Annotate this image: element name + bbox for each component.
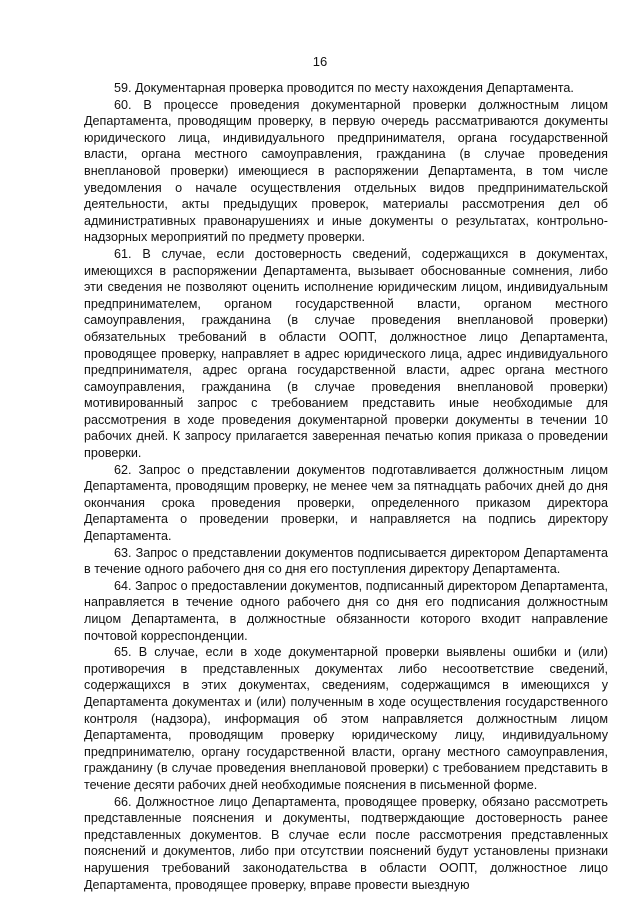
paragraph-65: 65. В случае, если в ходе документарной проверки выявлены ошибки и (или) противоречия в представленных документах либо несоответствие сведений, содержащихся в этих документах, сведениям, содержащимся в имеющихся у Департамента документах и (или) полученным в ходе осуществления государственного контроля (надзора), информация об этом направляется должностным лицом Департамента, проводящим проверку юридическому лицу, индивидуальному предпринимателю, органу государственной власти, органу местного самоуправления, гражданину (в случае проведения внеплановой проверки) с требованием представить в течение десяти рабочих дней необходимые пояснения в письменной форме. bbox=[84, 645, 608, 792]
page-number: 16 bbox=[312, 54, 328, 69]
paragraph-59: 59. Документарная проверка проводится по месту нахождения Департамента. bbox=[114, 81, 574, 95]
paragraph-62: 62. Запрос о представлении документов подготавливается должностным лицом Департамента, проводящим проверку, не менее чем за пятнадцать рабочих дней до дня окончания срока проведения проверки, определенного приказом директора Департамента о проведении проверки, и направляется на подпись директору Департамента. bbox=[84, 462, 608, 544]
paragraph-63: 63. Запрос о представлении документов подписывается директором Департамента в течение одного рабочего дня со дня его поступления директору Департамента. bbox=[84, 545, 608, 577]
paragraph-66: 66. Должностное лицо Департамента, проводящее проверку, обязано рассмотреть представленные пояснения и документы, подтверждающие достоверность ранее представленных документов. В случае если после рассмотрения представленных пояснений и документов, либо при отсутствии пояснений будут установлены признаки нарушения требований законодательства в области ООПТ, должностное лицо Департамента, проводящее проверку, вправе провести выездную bbox=[84, 794, 608, 892]
paragraph-64: 64. Запрос о предоставлении документов, подписанный директором Департамента, направляется в течение одного рабочего дня со дня его подписания должностным лицом Департамента, в должностные обязанности которого входит направление почтовой корреспонденции. bbox=[84, 578, 608, 643]
paragraph-61: 61. В случае, если достоверность сведений, содержащихся в документах, имеющихся в распоряжении Департамента, вызывает обоснованные сомнения, либо эти сведения не позволяют оценить исполнение юридическим лицом, индивидуальным предпринимателем, органом государственной власти, органом местного самоуправления, гражданина (в случае проведения внеплановой проверки) обязательных требований в области ООПТ, должностное лицо Департамента, проводящее проверку, направляет в адрес юридического лица, адрес индивидуального предпринимателя, адрес органа государственной власти, адрес органа местного самоуправления, гражданина (в случае проведения внеплановой проверки) мотивированный запрос с требованием представить иные необходимые для рассмотрения в ходе проведения документарной проверки документы в течении 10 рабочих дней. К запросу прилагается заверенная печатью копия приказа о проведении проверки. bbox=[84, 246, 608, 461]
paragraph-60: 60. В процессе проведения документарной проверки должностным лицом Департамента, проводящим проверку, в первую очередь рассматриваются документы юридического лица, индивидуального предпринимателя, органа государственной власти, органа местного самоуправления, гражданина (в случае проведения внеплановой проверки) имеющиеся в распоряжении Департамента, в том числе уведомления о начале осуществления отдельных видов предпринимательской деятельности, акты предыдущих проверок, материалы рассмотрения дел об административных правонарушениях и иные документы о результатах, контрольно-надзорных мероприятий по предмету проверки. bbox=[84, 97, 608, 245]
document-body bbox=[84, 80, 608, 893]
